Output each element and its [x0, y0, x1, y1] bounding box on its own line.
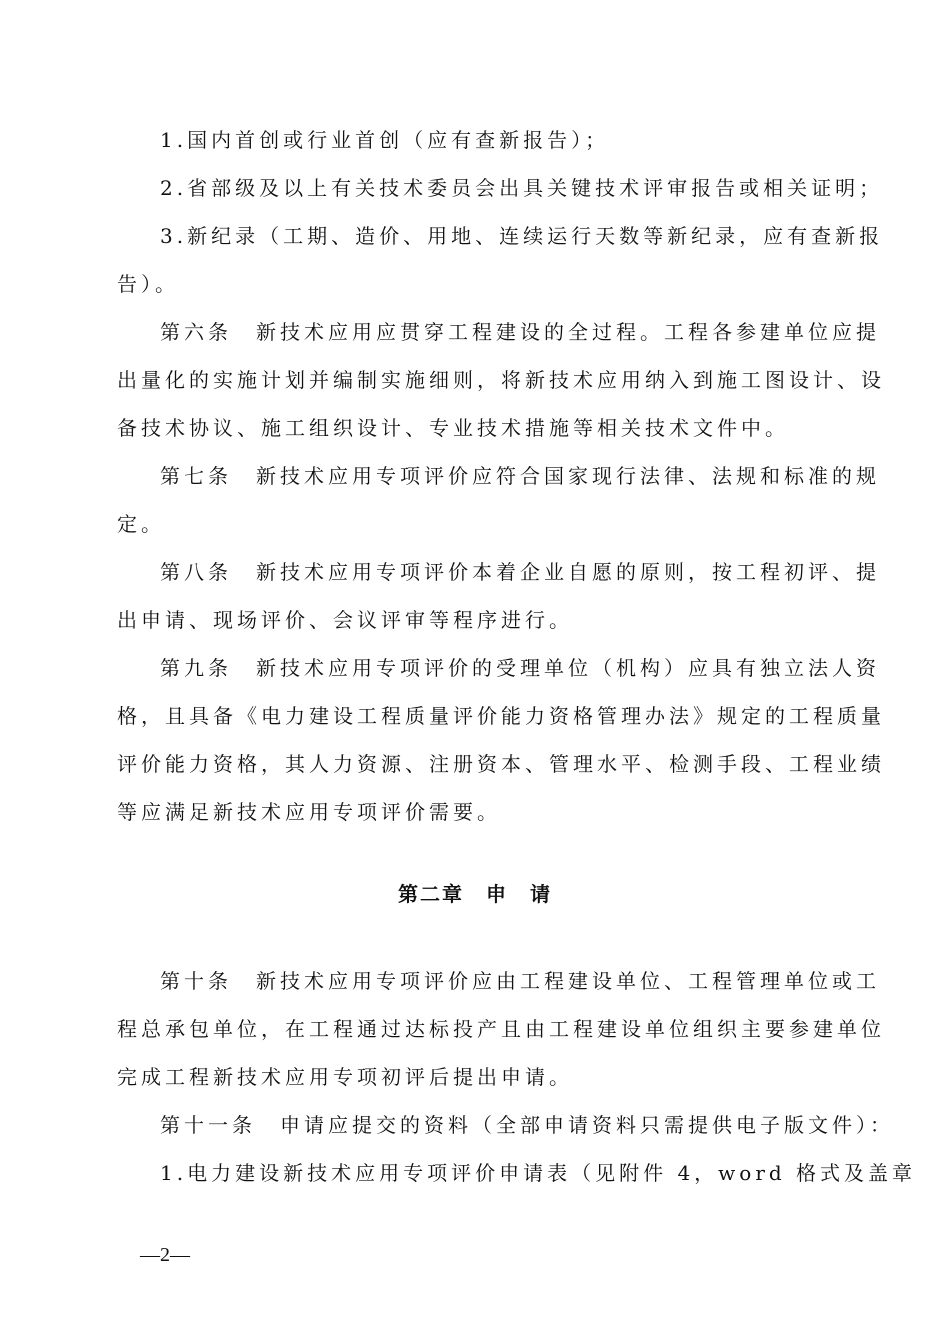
article-10-line-1: 第十条 新技术应用专项评价应由工程建设单位、工程管理单位或工 [160, 969, 880, 993]
article-11-item-1: 1.电力建设新技术应用专项评价申请表（见附件 4，word 格式及盖章 [160, 1161, 917, 1185]
chapter-heading: 第二章 申 请 [398, 882, 552, 906]
list-item-3: 3.新纪录（工期、造价、用地、连续运行天数等新纪录，应有查新报 [160, 224, 884, 248]
article-9-line-1: 第九条 新技术应用专项评价的受理单位（机构）应具有独立法人资 [160, 656, 880, 680]
article-7-line-1: 第七条 新技术应用专项评价应符合国家现行法律、法规和标准的规 [160, 464, 880, 488]
article-8-line-2: 出申请、现场评价、会议评审等程序进行。 [117, 608, 573, 632]
article-7-line-2: 定。 [117, 512, 165, 536]
article-9-line-3: 评价能力资格，其人力资源、注册资本、管理水平、检测手段、工程业绩 [117, 752, 885, 776]
article-8-line-1: 第八条 新技术应用专项评价本着企业自愿的原则，按工程初评、提 [160, 560, 880, 584]
list-item-3-cont: 告）。 [117, 272, 179, 296]
article-9-line-2: 格，且具备《电力建设工程质量评价能力资格管理办法》规定的工程质量 [117, 704, 885, 728]
article-9-line-4: 等应满足新技术应用专项评价需要。 [117, 800, 501, 824]
article-6-line-3: 备技术协议、施工组织设计、专业技术措施等相关技术文件中。 [117, 416, 789, 440]
list-item-1: 1.国内首创或行业首创（应有查新报告）； [160, 128, 610, 152]
page-number: —2— [140, 1244, 190, 1266]
article-11-line-1: 第十一条 申请应提交的资料（全部申请资料只需提供电子版文件）： [160, 1113, 894, 1137]
article-6-line-2: 出量化的实施计划并编制实施细则，将新技术应用纳入到施工图设计、设 [117, 368, 885, 392]
article-10-line-3: 完成工程新技术应用专项初评后提出申请。 [117, 1065, 573, 1089]
article-6-line-1: 第六条 新技术应用应贯穿工程建设的全过程。工程各参建单位应提 [160, 320, 880, 344]
article-10-line-2: 程总承包单位，在工程通过达标投产且由工程建设单位组织主要参建单位 [117, 1017, 885, 1041]
list-item-2: 2.省部级及以上有关技术委员会出具关键技术评审报告或相关证明； [160, 176, 884, 200]
